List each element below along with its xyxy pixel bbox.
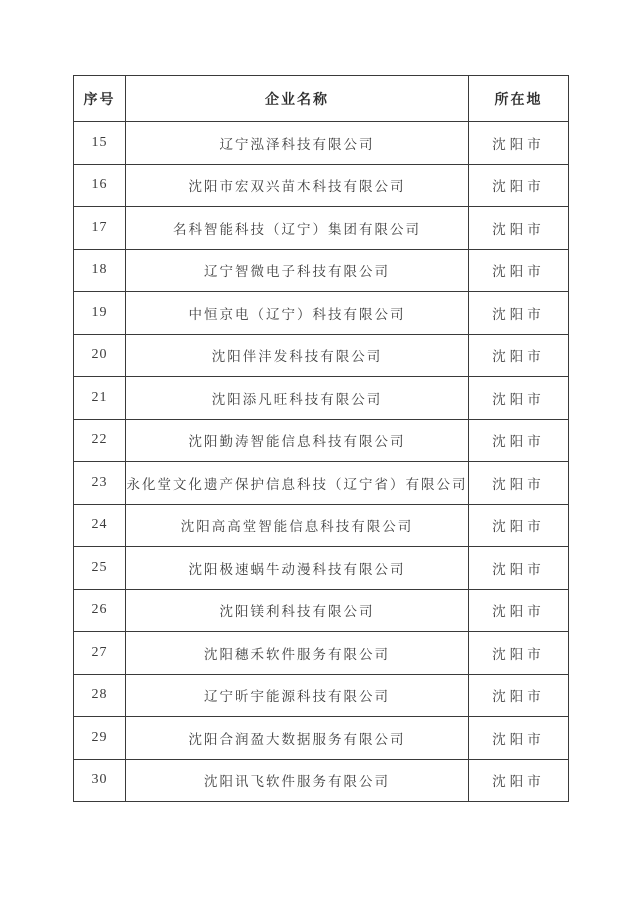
col-header-name: 企业名称 — [126, 76, 469, 122]
cell-location: 沈阳市 — [469, 717, 569, 760]
cell-location: 沈阳市 — [469, 377, 569, 420]
table-row — [74, 419, 569, 462]
cell-no: 30 — [74, 759, 126, 802]
table-row — [74, 547, 569, 590]
table-row — [74, 377, 569, 420]
cell-location: 沈阳市 — [469, 504, 569, 547]
table-row — [74, 632, 569, 675]
table-row — [74, 589, 569, 632]
cell-location: 沈阳市 — [469, 334, 569, 377]
cell-no: 29 — [74, 717, 126, 760]
cell-name: 永化堂文化遗产保护信息科技（辽宁省）有限公司 — [126, 462, 469, 505]
cell-no: 16 — [74, 164, 126, 207]
cell-location: 沈阳市 — [469, 674, 569, 717]
cell-location: 沈阳市 — [469, 547, 569, 590]
cell-name: 中恒京电（辽宁）科技有限公司 — [126, 292, 469, 335]
cell-name: 辽宁泓泽科技有限公司 — [126, 122, 469, 165]
cell-location: 沈阳市 — [469, 249, 569, 292]
cell-no: 26 — [74, 589, 126, 632]
cell-name: 辽宁昕宇能源科技有限公司 — [126, 674, 469, 717]
cell-no: 22 — [74, 419, 126, 462]
cell-location: 沈阳市 — [469, 589, 569, 632]
table-row — [74, 249, 569, 292]
cell-location: 沈阳市 — [469, 419, 569, 462]
cell-name: 沈阳穗禾软件服务有限公司 — [126, 632, 469, 675]
table-row — [74, 334, 569, 377]
cell-no: 27 — [74, 632, 126, 675]
cell-location: 沈阳市 — [469, 207, 569, 250]
cell-name: 沈阳讯飞软件服务有限公司 — [126, 759, 469, 802]
table-row — [74, 462, 569, 505]
cell-name: 沈阳合润盈大数据服务有限公司 — [126, 717, 469, 760]
table-row — [74, 292, 569, 335]
table-row — [74, 164, 569, 207]
cell-location: 沈阳市 — [469, 292, 569, 335]
cell-no: 19 — [74, 292, 126, 335]
cell-name: 沈阳伴沣发科技有限公司 — [126, 334, 469, 377]
table-row — [74, 504, 569, 547]
table-row — [74, 207, 569, 250]
cell-name: 名科智能科技（辽宁）集团有限公司 — [126, 207, 469, 250]
cell-no: 21 — [74, 377, 126, 420]
cell-location: 沈阳市 — [469, 122, 569, 165]
company-table — [73, 75, 569, 802]
table-row — [74, 122, 569, 165]
cell-no: 17 — [74, 207, 126, 250]
cell-name: 沈阳极速蜗牛动漫科技有限公司 — [126, 547, 469, 590]
cell-name: 辽宁智微电子科技有限公司 — [126, 249, 469, 292]
cell-location: 沈阳市 — [469, 759, 569, 802]
cell-no: 24 — [74, 504, 126, 547]
cell-location: 沈阳市 — [469, 632, 569, 675]
cell-location: 沈阳市 — [469, 164, 569, 207]
cell-location: 沈阳市 — [469, 462, 569, 505]
cell-name: 沈阳添凡旺科技有限公司 — [126, 377, 469, 420]
table-row — [74, 717, 569, 760]
cell-no: 23 — [74, 462, 126, 505]
table-header-row — [74, 76, 569, 122]
cell-no: 18 — [74, 249, 126, 292]
cell-name: 沈阳勤涛智能信息科技有限公司 — [126, 419, 469, 462]
col-header-location: 所在地 — [469, 76, 569, 122]
cell-no: 20 — [74, 334, 126, 377]
col-header-no: 序号 — [74, 76, 126, 122]
cell-name: 沈阳市宏双兴苗木科技有限公司 — [126, 164, 469, 207]
cell-no: 15 — [74, 122, 126, 165]
table-row — [74, 759, 569, 802]
cell-no: 28 — [74, 674, 126, 717]
cell-name: 沈阳高高堂智能信息科技有限公司 — [126, 504, 469, 547]
table-row — [74, 674, 569, 717]
cell-name: 沈阳镁利科技有限公司 — [126, 589, 469, 632]
cell-no: 25 — [74, 547, 126, 590]
